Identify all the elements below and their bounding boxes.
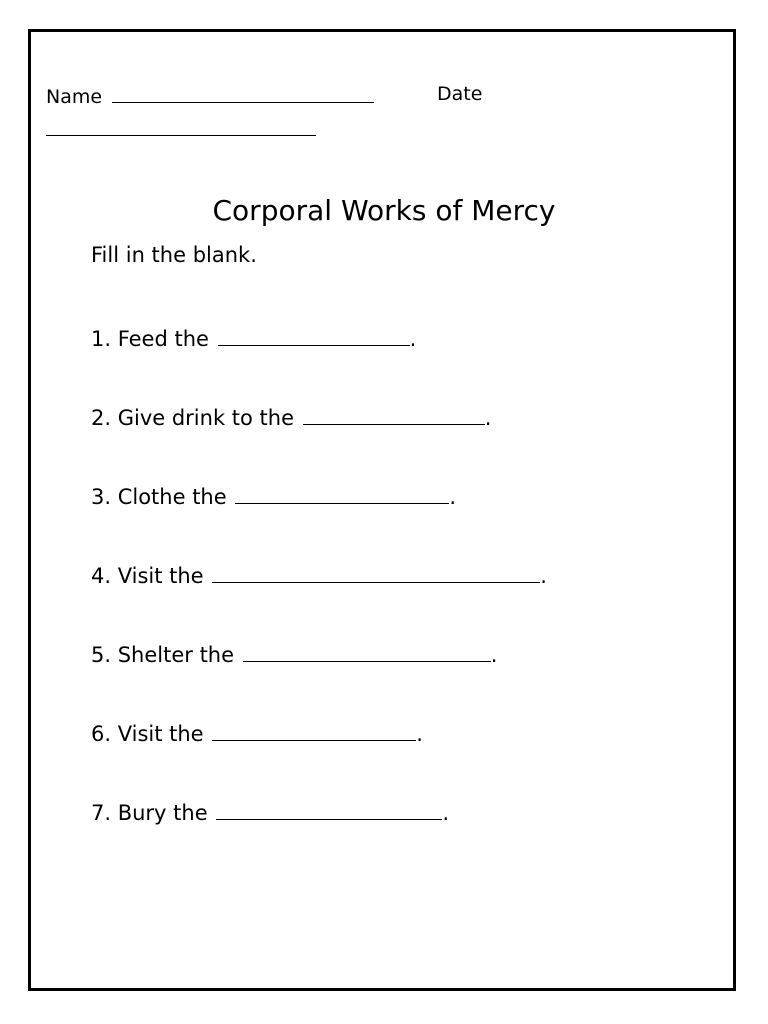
question-6-blank[interactable] [212,718,416,741]
name-label: Name [46,86,103,108]
question-7-suffix: . [442,801,450,825]
date-blank-row [46,116,316,141]
worksheet-title: Corporal Works of Mercy [212,194,556,227]
worksheet-border [28,29,736,991]
question-7-prefix: 7. Bury the [91,801,208,825]
question-5-prefix: 5. Shelter the [91,643,235,667]
question-3-prefix: 3. Clothe the [91,485,227,509]
question-2-prefix: 2. Give drink to the [91,406,295,430]
name-row [46,83,374,108]
question-6 [91,718,423,746]
instructions: Fill in the blank. [91,243,257,267]
question-7 [91,797,449,825]
question-5-suffix: . [490,643,498,667]
question-2 [91,402,491,430]
question-4 [91,560,547,588]
question-4-blank[interactable] [212,560,540,583]
date-blank[interactable] [46,116,316,136]
question-1-blank[interactable] [218,323,410,346]
question-6-suffix: . [416,722,423,746]
name-blank[interactable] [112,83,374,103]
question-1-prefix: 1. Feed the [91,327,209,351]
question-5-blank[interactable] [243,639,491,662]
question-2-suffix: . [484,406,492,430]
question-4-prefix: 4. Visit the [91,564,204,588]
question-3-blank[interactable] [235,481,449,504]
question-1-suffix: . [409,327,417,351]
question-3 [91,481,456,509]
question-6-prefix: 6. Visit the [91,722,204,746]
date-row [437,83,482,105]
question-3-suffix: . [449,485,457,509]
question-2-blank[interactable] [303,402,485,425]
question-7-blank[interactable] [216,797,442,820]
question-4-suffix: . [540,564,547,588]
question-5 [91,639,497,667]
question-1 [91,323,416,351]
date-label: Date [437,83,483,105]
